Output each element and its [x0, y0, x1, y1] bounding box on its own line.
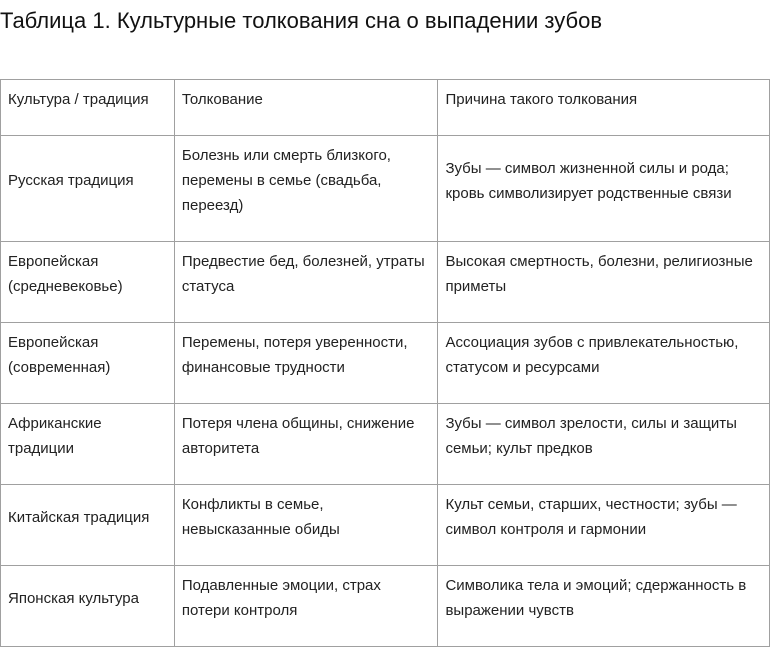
table-cell — [438, 136, 770, 242]
cell-reason: Зубы — символ жизненной силы и рода; кровь символизирует родственные связи — [445, 159, 732, 202]
header-culture: Культура / традиция — [8, 91, 149, 108]
table-cell — [438, 404, 770, 485]
table-row — [1, 404, 770, 485]
table-cell — [1, 136, 175, 242]
table-cell — [438, 566, 770, 647]
table-title: Таблица 1. Культурные толкования сна о выпадении зубов — [0, 8, 603, 33]
cell-interpretation: Подавленные эмоции, страх потери контроля — [181, 577, 381, 619]
cell-interpretation: Болезнь или смерть близкого, перемены в семье (свадьба, переезд) — [181, 147, 391, 214]
table-cell — [1, 323, 175, 404]
cell-reason: Высокая смертность, болезни, религиозные приметы — [445, 253, 753, 295]
cell-reason: Зубы — символ зрелости, силы и защиты семьи; культ предков — [445, 415, 737, 457]
table-cell — [1, 242, 175, 323]
table-cell — [174, 566, 438, 647]
cell-culture: Китайская традиция — [8, 508, 150, 526]
cell-interpretation: Потеря члена общины, снижение авторитета — [181, 415, 415, 457]
table-row — [1, 136, 770, 242]
table-header-row — [1, 80, 770, 136]
table-cell — [1, 404, 175, 485]
table-cell — [438, 485, 770, 566]
table-row — [1, 323, 770, 404]
table-cell — [174, 404, 438, 485]
cell-culture: Африканские традиции — [8, 415, 102, 457]
cell-reason: Культ семьи, старших, честности; зубы — символ контроля и гармонии — [445, 496, 737, 538]
cell-culture: Русская традиция — [8, 172, 134, 189]
table-cell — [174, 323, 438, 404]
table-cell — [174, 136, 438, 242]
interpretations-table — [0, 79, 770, 647]
table-row — [1, 485, 770, 566]
header-cell — [438, 80, 770, 136]
header-cell — [1, 80, 175, 136]
cell-interpretation: Конфликты в семье, невысказанные обиды — [181, 496, 340, 538]
cell-reason: Символика тела и эмоций; сдержанность в выражении чувств — [445, 577, 747, 619]
table-row — [1, 242, 770, 323]
table-cell — [174, 242, 438, 323]
header-reason: Причина такого толкования — [445, 91, 638, 108]
table-row — [1, 566, 770, 647]
header-interpretation: Толкование — [181, 91, 263, 108]
table-cell — [438, 323, 770, 404]
cell-interpretation: Перемены, потеря уверенности, финансовые трудности — [181, 334, 408, 376]
table-cell — [174, 485, 438, 566]
table-cell — [1, 566, 175, 647]
cell-culture: Европейская (средневековье) — [8, 253, 123, 295]
cell-culture: Европейская (современная) — [8, 334, 111, 376]
table-cell — [1, 485, 175, 566]
cell-interpretation: Предвестие бед, болезней, утраты статуса — [181, 253, 425, 295]
table-cell — [438, 242, 770, 323]
header-cell — [174, 80, 438, 136]
cell-culture: Японская культура — [8, 589, 139, 607]
cell-reason: Ассоциация зубов с привлекательностью, статусом и ресурсами — [445, 334, 739, 376]
